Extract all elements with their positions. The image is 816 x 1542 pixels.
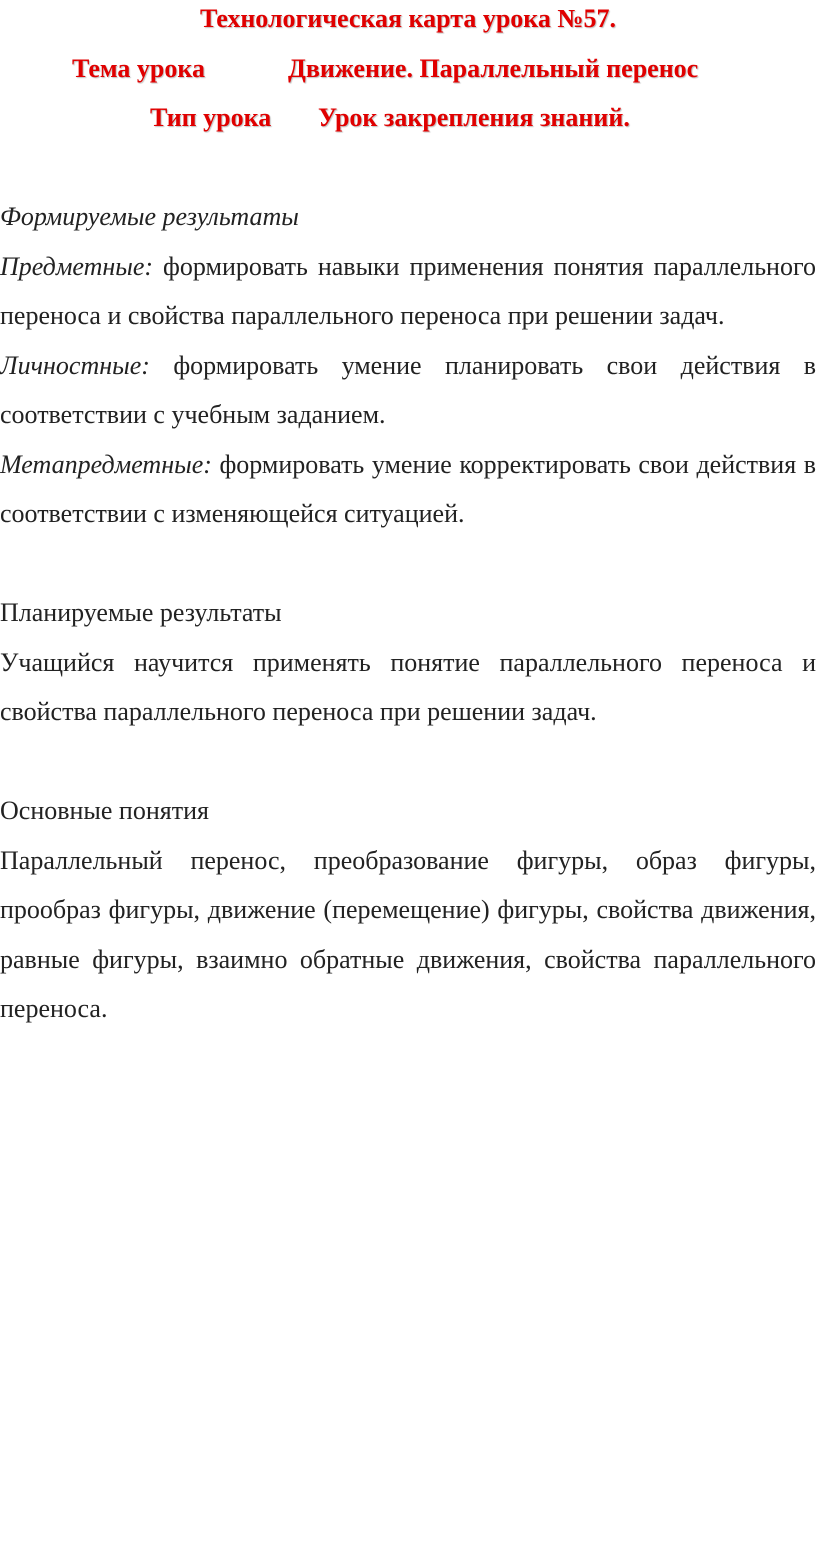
subject-results-paragraph	[0, 242, 816, 341]
type-value: Урок закрепления знаний.	[318, 103, 630, 132]
basic-concepts-heading: Основные понятия	[0, 796, 209, 825]
personal-results-text: формировать умение планировать свои действия в соответствии с учебным заданием.	[0, 350, 816, 429]
topic-value: Движение. Параллельный перенос	[288, 54, 699, 83]
subject-results-text: формировать навыки применения понятия параллельного переноса и свойства параллельного переноса при решении задач.	[0, 251, 816, 330]
subject-results-label: Предметные:	[0, 251, 154, 281]
meta-results-label: Метапредметные:	[0, 449, 212, 479]
section-spacer	[0, 539, 816, 589]
lesson-title: Технологическая карта урока №57.	[199, 4, 617, 33]
personal-results-paragraph	[0, 341, 816, 440]
meta-results-paragraph	[0, 440, 816, 539]
section-spacer	[0, 737, 816, 787]
basic-concepts-text: Параллельный перенос, преобразование фигуры, образ фигуры, прообраз фигуры, движение (перемещение) фигуры, свойства движения, равные фигуры, взаимно обратные движения, свойства параллельного переноса.	[0, 845, 816, 1023]
planned-results-text: Учащийся научится применять понятие параллельного переноса и свойства параллельного переноса при решении задач.	[0, 647, 816, 726]
type-label: Тип урока	[150, 103, 272, 132]
formed-results-heading: Формируемые результаты	[0, 202, 299, 231]
personal-results-label: Личностные:	[0, 350, 150, 380]
lesson-content	[0, 192, 816, 1034]
planned-results-heading: Планируемые результаты	[0, 598, 282, 627]
topic-label: Тема урока	[72, 54, 205, 83]
meta-results-text: формировать умение корректировать свои действия в соответствии с изменяющейся ситуацией.	[0, 449, 816, 528]
